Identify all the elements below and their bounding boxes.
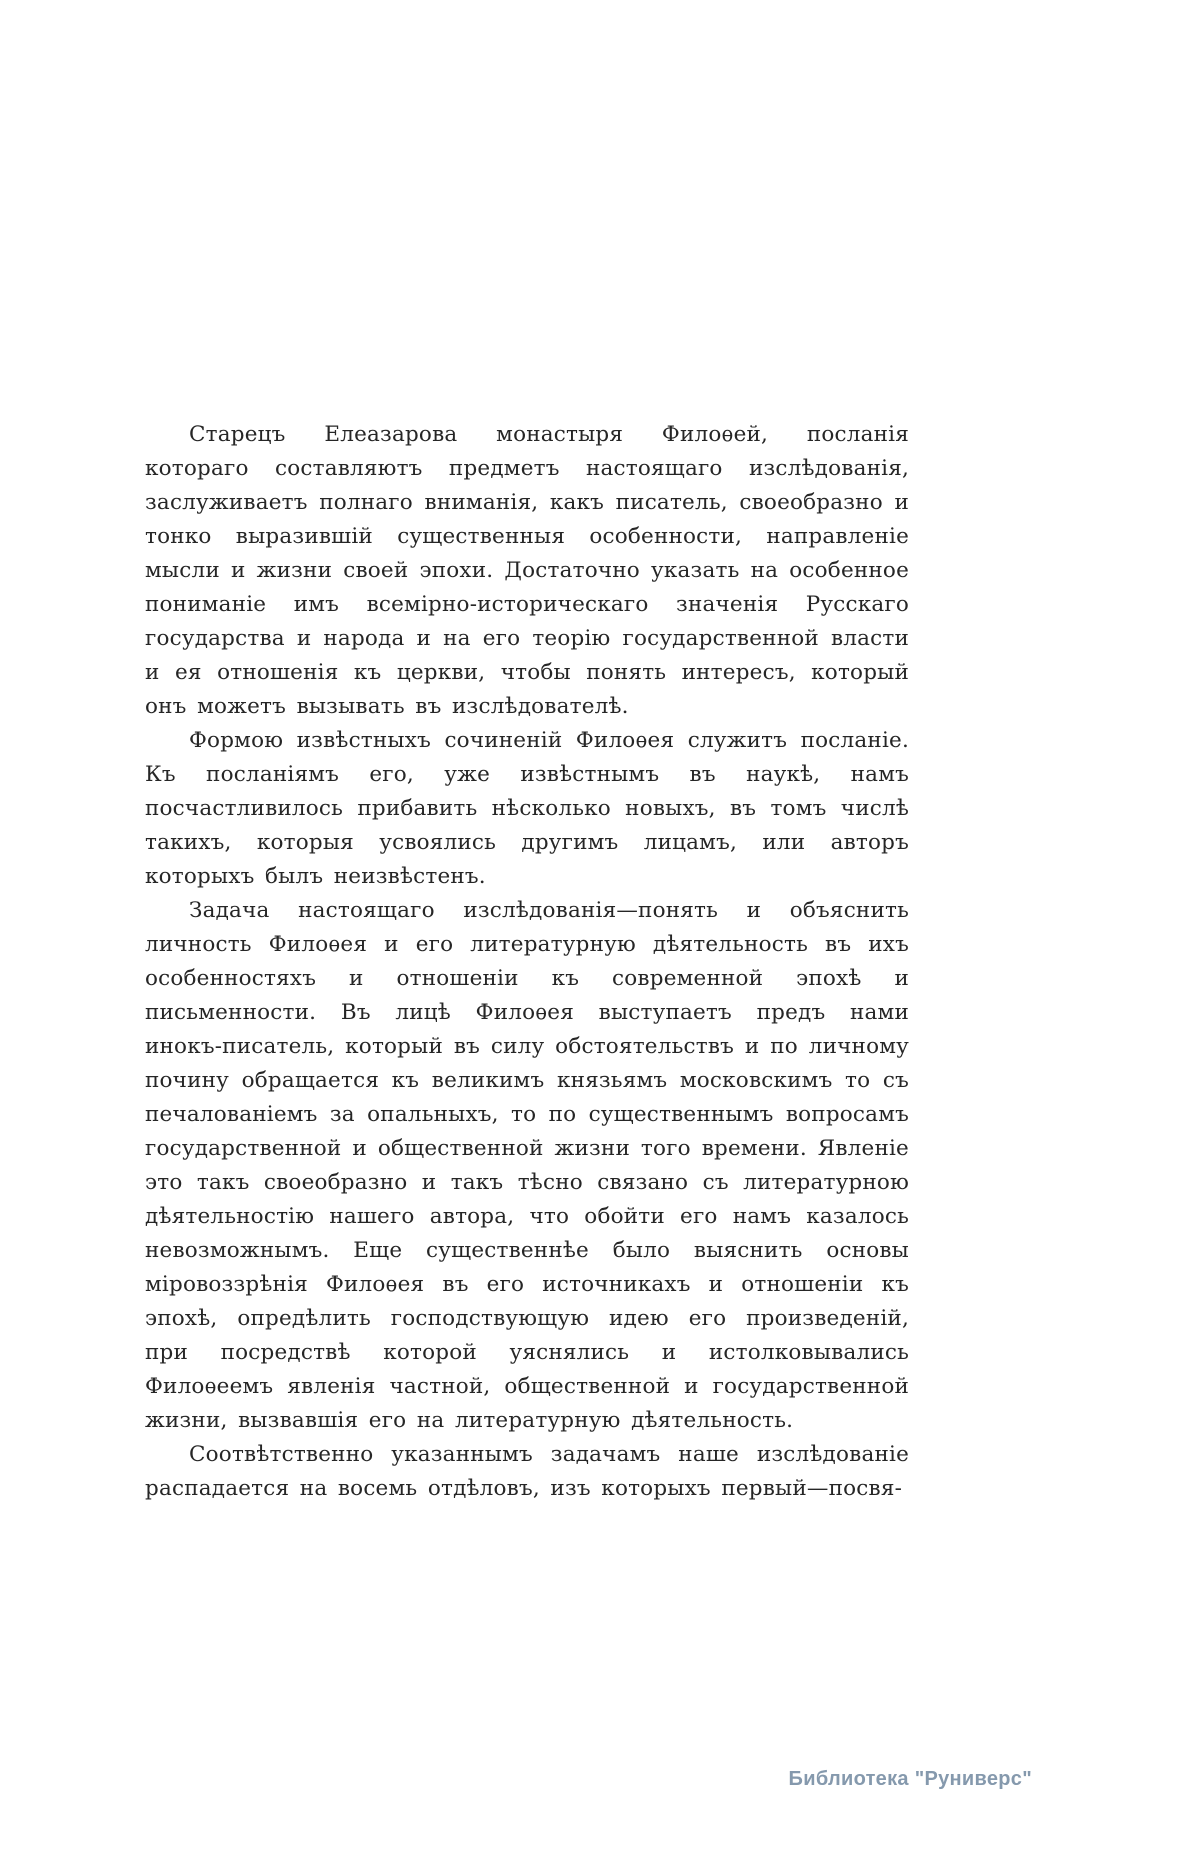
paragraph: Старецъ Елеазарова монастыря Филоѳей, посланія котораго составляютъ предметъ настоящаго изслѣдованія, заслуживаетъ полнаго вниманія, какъ писатель, своеобразно и тонко выразившій существенныя особенности, направленіе мысли и жизни своей эпохи. Достаточно указать на особенное пониманіе имъ всемірно-историческаго значенія Русскаго государства и народа и на его теорію государственной власти и ея отношенія къ церкви, чтобы понять интересъ, который онъ можетъ вызывать въ изслѣдователѣ. — [145, 422, 909, 719]
paragraph: Соотвѣтственно указаннымъ задачамъ наше изслѣдованіе распадается на восемь отдѣловъ, изъ которыхъ первый—посвя- — [145, 1442, 909, 1501]
paragraph: Задача настоящаго изслѣдованія—понять и объяснить личность Филоѳея и его литературную дѣятельность въ ихъ особенностяхъ и отношеніи къ современной эпохѣ и письменности. Въ лицѣ Филоѳея выступаетъ предъ нами инокъ-писатель, который въ силу обстоятельствъ и по личному почину обращается къ великимъ князьямъ московскимъ то съ печалованіемъ за опальныхъ, то по существеннымъ вопросамъ государственной и общественной жизни того времени. Явленіе это такъ своеобразно и такъ тѣсно связано съ литературною дѣятельностію нашего автора, что обойти его намъ казалось невозможнымъ. Еще существеннѣе было выяснить основы міровоззрѣнія Филоѳея въ его источникахъ и отношеніи къ эпохѣ, опредѣлить господствующую идею его произведеній, при посредствѣ которой уяснялись и истолковывались Филоѳеемъ явленія частной, общественной и государственной жизни, вызвавшія его на литературную дѣятельность. — [145, 898, 909, 1433]
paragraph: Формою извѣстныхъ сочиненій Филоѳея служитъ посланіе. Къ посланіямъ его, уже извѣстнымъ въ наукѣ, намъ посчастливилось прибавить нѣсколько новыхъ, въ томъ числѣ такихъ, которыя усвоялись другимъ лицамъ, или авторъ которыхъ былъ неизвѣстенъ. — [145, 728, 909, 889]
page-text — [145, 418, 909, 1506]
library-watermark: Библиотека "Руниверс" — [788, 1768, 1032, 1790]
